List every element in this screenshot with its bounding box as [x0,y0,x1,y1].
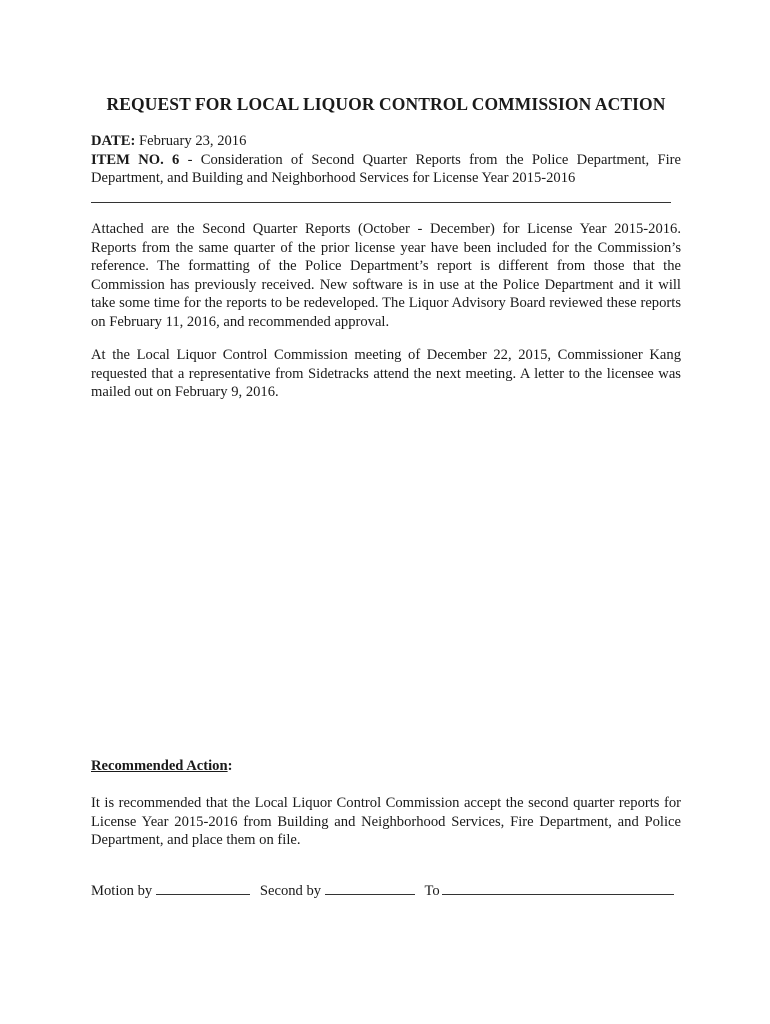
item-text: - Consideration of Second Quarter Reports from the Police Department, Fire Department, and Building and Neighborhood Services for License Year 2015-2016 [91,151,681,186]
item-label: ITEM NO. 6 [91,151,180,168]
divider-line [91,202,671,203]
body-paragraph-reports: Attached are the Second Quarter Reports (October - December) for License Year 2015-2016. Reports from the same quarter of the prior license year have been included for the Commission’s reference. The formatting of the Police Department’s report is different from those that the Commission has previously received. New software is in use at the Police Department and it will take some time for the reports to be redeveloped. The Liquor Advisory Board reviewed these reports on February 11, 2016, and recommended approval. [91,221,681,330]
second-blank [325,880,415,895]
recommended-action-colon: : [227,758,233,774]
recommended-action-heading [91,758,232,775]
motion-line [91,880,681,900]
second-label: Second by [259,883,322,899]
date-line [91,132,681,151]
header-block [91,132,681,188]
item-line [91,151,681,188]
motion-label: Motion by [91,883,153,899]
body-paragraph-meeting: At the Local Liquor Control Commission meeting of December 22, 2015, Commissioner Kang requested that a representative from Sidetracks attend the next meeting. A letter to the licensee was mailed out on February 9, 2016. [91,347,681,401]
document-title: REQUEST FOR LOCAL LIQUOR CONTROL COMMISSION ACTION [106,94,666,114]
motion-blank [156,880,250,895]
date-value: February 23, 2016 [138,133,247,149]
to-label: To [424,883,440,899]
date-label: DATE: [91,133,136,149]
recommended-action-text: It is recommended that the Local Liquor Control Commission accept the second quarter reports for License Year 2015-2016 from Building and Neighborhood Services, Fire Department, and Police Department, and place them on file. [91,795,681,849]
recommended-action-heading-text: Recommended Action [91,758,228,774]
to-blank [442,880,674,895]
